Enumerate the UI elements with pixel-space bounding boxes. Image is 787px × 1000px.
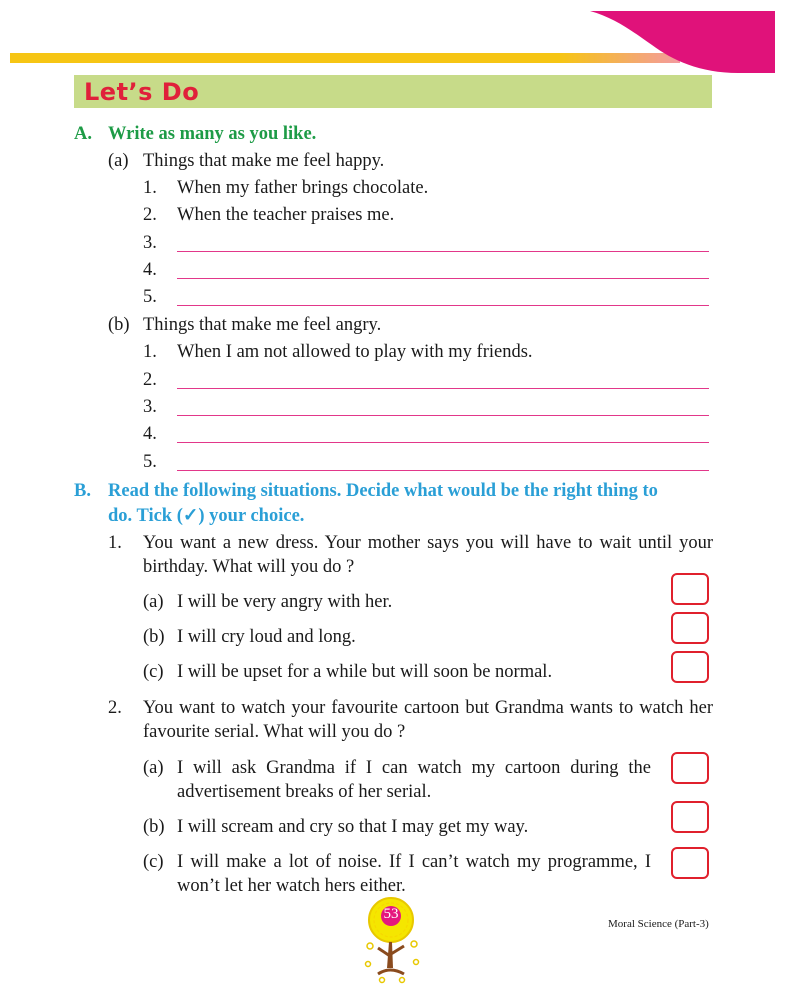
option-text: I will cry loud and long. [177, 627, 356, 647]
section-a-heading: Write as many as you like. [108, 124, 317, 144]
group-a-label: (a) [108, 151, 129, 171]
option-text: I will make a lot of noise. If I can’t watch my programme, I won’t let her watch hers either. [177, 852, 651, 896]
top-yellow-bar [10, 53, 590, 63]
option-text: I will ask Grandma if I can watch my cartoon during the advertisement breaks of her serial. [177, 758, 651, 802]
tick-box[interactable] [671, 801, 709, 833]
list-item-text: When the teacher praises me. [177, 205, 395, 225]
section-a-letter: A. [74, 124, 92, 144]
group-b-prompt: Things that make me feel angry. [143, 315, 382, 335]
question-text: You want a new dress. Your mother says you will have to wait until your birthday. What will you do ? [143, 533, 713, 577]
option-text: I will be very angry with her. [177, 592, 393, 612]
tick-box[interactable] [671, 752, 709, 784]
tick-box[interactable] [671, 651, 709, 683]
book-title: Moral Science (Part-3) [608, 918, 709, 930]
option-text: I will be upset for a while but will soon be normal. [177, 662, 553, 682]
question-text: You want to watch your favourite cartoon but Grandma wants to watch her favourite serial. What will you do ? [143, 698, 713, 742]
option-label: (c) [143, 662, 164, 682]
tick-box[interactable] [671, 612, 709, 644]
answer-line[interactable] [177, 278, 709, 279]
section-b-heading-line2: do. Tick (✓) your choice. [108, 506, 305, 526]
list-item-number: 5. [143, 287, 157, 307]
section-b-heading-line1: Read the following situations. Decide what would be the right thing to [108, 481, 658, 501]
option-label: (a) [143, 758, 164, 778]
answer-line[interactable] [177, 415, 709, 416]
list-item-number: 2. [143, 205, 157, 225]
corner-pink-shape [560, 0, 787, 80]
option-label: (a) [143, 592, 164, 612]
question-number: 1. [108, 533, 122, 553]
option-label: (b) [143, 627, 165, 647]
list-item-number: 1. [143, 342, 157, 362]
group-a-prompt: Things that make me feel happy. [143, 151, 385, 171]
list-item-number: 3. [143, 397, 157, 417]
page-number: 53 [383, 906, 399, 922]
answer-line[interactable] [177, 442, 709, 443]
tick-box[interactable] [671, 847, 709, 879]
list-item-number: 1. [143, 178, 157, 198]
option-label: (c) [143, 852, 164, 872]
tick-box[interactable] [671, 573, 709, 605]
option-label: (b) [143, 817, 165, 837]
answer-line[interactable] [177, 251, 709, 252]
section-b-letter: B. [74, 481, 91, 501]
list-item-number: 3. [143, 233, 157, 253]
question-number: 2. [108, 698, 122, 718]
answer-line[interactable] [177, 470, 709, 471]
list-item-number: 4. [143, 260, 157, 280]
list-item-text: When my father brings chocolate. [177, 178, 429, 198]
answer-line[interactable] [177, 388, 709, 389]
list-item-number: 2. [143, 370, 157, 390]
answer-line[interactable] [177, 305, 709, 306]
list-item-number: 4. [143, 424, 157, 444]
list-item-number: 5. [143, 452, 157, 472]
group-b-label: (b) [108, 315, 130, 335]
banner-title: Let’s Do [84, 78, 200, 106]
list-item-text: When I am not allowed to play with my friends. [177, 342, 533, 362]
option-text: I will scream and cry so that I may get my way. [177, 817, 529, 837]
